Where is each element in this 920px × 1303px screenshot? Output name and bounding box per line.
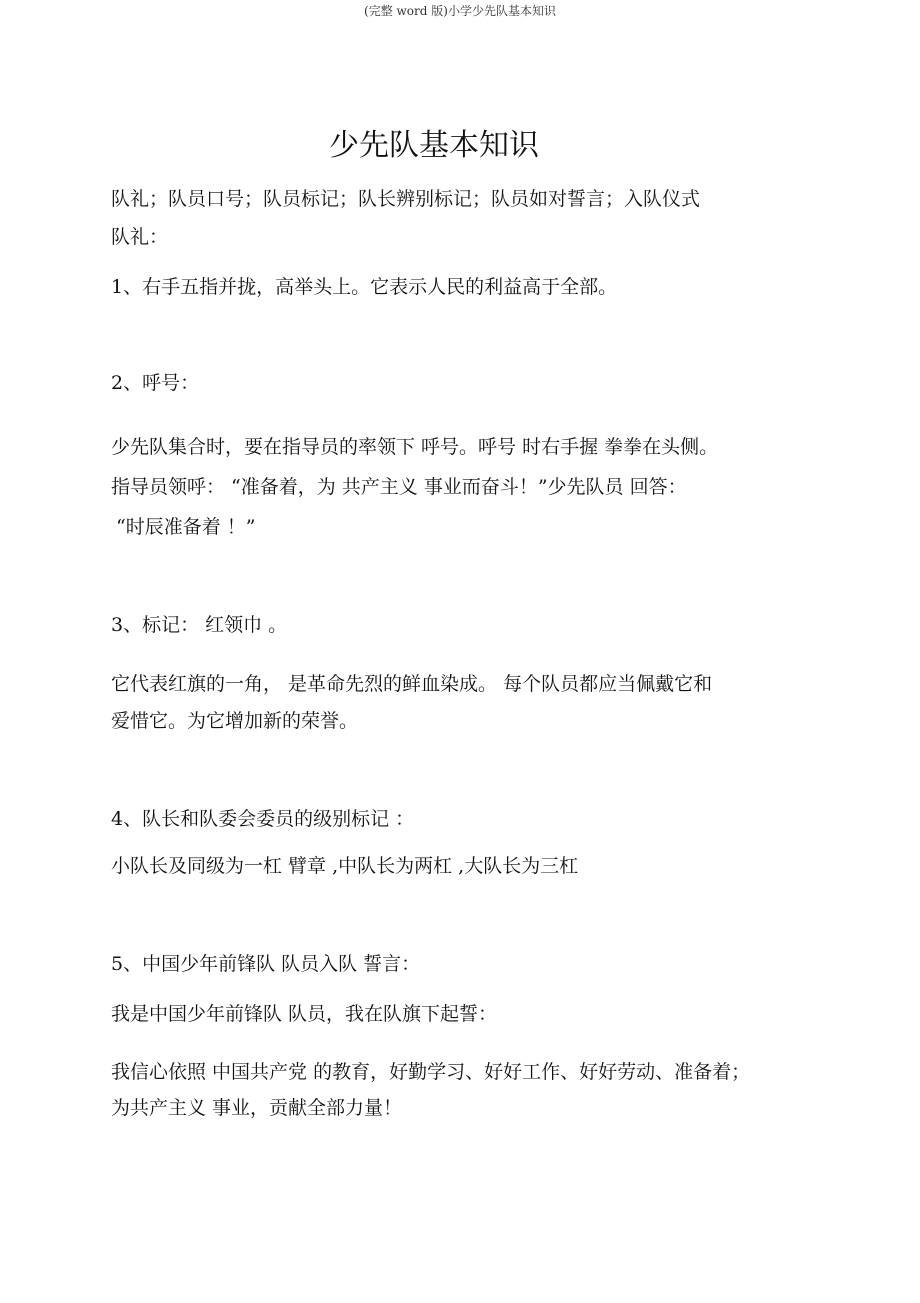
- item-3-line: 爱惜它。为它增加新的荣誉。: [111, 710, 359, 732]
- item-5-line: 我是中国少年前锋队 队员，我在队旗下起誓：: [111, 1003, 498, 1025]
- item-2-heading: 2、呼号：: [111, 372, 200, 394]
- item-4-heading: 4、队长和队委会委员的级别标记 ：: [111, 808, 415, 830]
- page-header: (完整 word 版)小学少先队基本知识: [364, 4, 556, 18]
- item-3-heading: 3、标记： 红领巾 。: [111, 614, 288, 636]
- item-5-heading: 5、中国少年前锋队 队员入队 誓言：: [111, 953, 421, 975]
- page-title: 少先队基本知识: [329, 128, 539, 163]
- item-5-line: 我信心依照 中国共产党 的教育，好勤学习、好好工作、好好劳动、准备着；: [111, 1061, 751, 1083]
- item-1: 1、右手五指并拢，高举头上。它表示人民的利益高于全部。: [111, 276, 618, 298]
- item-2-line: “时辰准备着 ！”: [116, 516, 256, 538]
- item-4-line: 小队长及同级为一杠 臂章 ,中队长为两杠 ,大队长为三杠: [111, 855, 579, 877]
- item-2-line: 少先队集合时，要在指导员的率领下 呼号。呼号 时右手握 拳拳在头侧。: [111, 436, 719, 458]
- item-5-line: 为共产主义 事业，贡献全部力量！: [111, 1097, 403, 1119]
- salute-heading: 队礼：: [111, 226, 169, 248]
- toc-line: 队礼；队员口号；队员标记；队长辨别标记；队员如对誓言；入队仪式: [111, 188, 701, 210]
- item-3-line: 它代表红旗的一角， 是革命先烈的鲜血染成。 每个队员都应当佩戴它和: [111, 673, 713, 695]
- item-2-line: 指导员领呼： “准备着，为 共产主义 事业而奋斗！”少先队员 回答：: [111, 476, 687, 498]
